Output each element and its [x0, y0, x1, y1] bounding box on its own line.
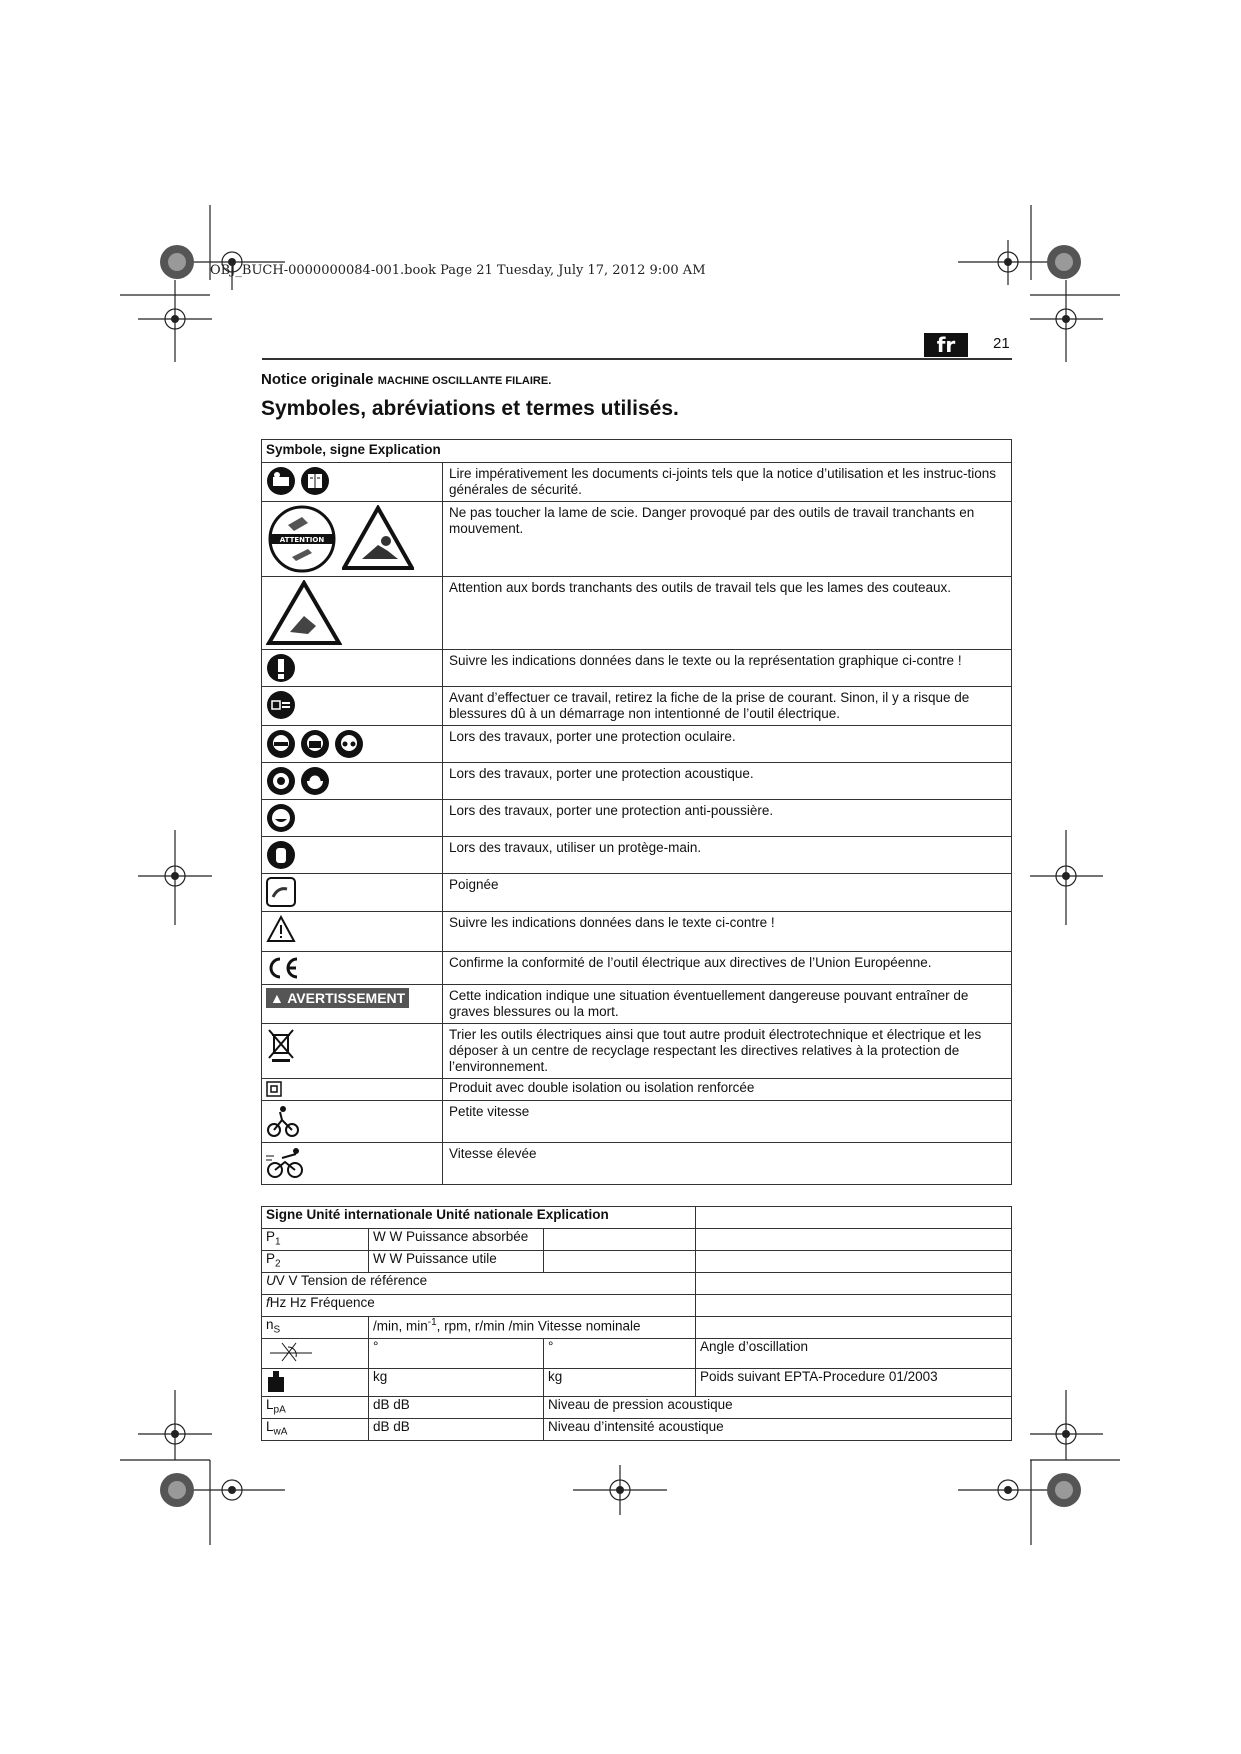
- table-row: $n_S$ /min, $\min^{-1}$, rpm, r/min /min Vitesse nominale: [262, 1317, 1012, 1339]
- table-row: UV V Tension de référence: [262, 1273, 1012, 1295]
- units-header: Signe Unité internationale Unité nationale Explication: [262, 1207, 696, 1229]
- dust-mask-icon: [266, 803, 296, 833]
- table-header-row: [262, 440, 1012, 463]
- notice-small: MACHINE OSCILLANTE FILAIRE.: [377, 375, 552, 387]
- symbol-explanation: Cette indication indique une situation éventuellement dangereuse pouvant entraîner de graves blessures ou la mort.: [443, 985, 1012, 1024]
- handle-icon: [266, 877, 296, 907]
- table-row: [262, 726, 1012, 763]
- units-table: [261, 1206, 1012, 1441]
- table-row: ° ° Angle d’oscillation: [262, 1339, 1012, 1369]
- symbol-explanation: Lors des travaux, porter une protection oculaire.: [443, 726, 1012, 763]
- table-row: $P_1$ W W Puissance absorbée: [262, 1229, 1012, 1251]
- notice-bold: Notice originale: [261, 371, 374, 388]
- symbol-explanation: Trier les outils électriques ainsi que tout autre produit électrotechnique et électrique et les déposer à un centre de recyclage respectant les directives relatives à la protection de l’environnement.: [443, 1024, 1012, 1079]
- avertissement-label-icon: ▲ AVERTISSEMENT: [266, 988, 409, 1008]
- safety-glasses-icon: [334, 729, 364, 759]
- table-row: [262, 912, 1012, 952]
- table-row: [262, 577, 1012, 650]
- table-row: fHz Hz Fréquence: [262, 1295, 1012, 1317]
- warning-cutting-icon: [342, 505, 414, 571]
- symbol-explanation: Confirme la conformité de l’outil électrique aux directives de l’Union Européenne.: [443, 952, 1012, 985]
- header-rule: [262, 358, 1012, 360]
- symbol-explanation: Attention aux bords tranchants des outils de travail tels que les lames des couteaux.: [443, 577, 1012, 650]
- double-insulation-icon: [266, 1081, 282, 1097]
- symbols-header: Symbole, signe Explication: [262, 440, 1012, 463]
- table-row: [262, 985, 1012, 1024]
- crossed-bin-icon: [266, 1027, 296, 1063]
- goggles-icon: [266, 729, 296, 759]
- table-row: kg kg Poids suivant EPTA-Procedure 01/2003: [262, 1369, 1012, 1397]
- table-row: [262, 687, 1012, 726]
- fast-bike-icon: [266, 1146, 306, 1180]
- notice-line: [261, 371, 551, 388]
- glove-icon: [266, 840, 296, 870]
- table-header-row: [262, 1207, 1012, 1229]
- symbol-explanation: Ne pas toucher la lame de scie. Danger provoqué par des outils de travail tranchants en mouvement.: [443, 502, 1012, 577]
- page-title: Symboles, abréviations et termes utilisés.: [261, 397, 679, 420]
- attention-blade-icon: [266, 505, 338, 573]
- face-shield-icon: [300, 729, 330, 759]
- table-row: [262, 502, 1012, 577]
- table-row: $P_2$ W W Puissance utile: [262, 1251, 1012, 1273]
- page-number: 21: [993, 335, 1010, 352]
- symbol-explanation: Lors des travaux, porter une protection acoustique.: [443, 763, 1012, 800]
- symbol-explanation: Lors des travaux, porter une protection anti-poussière.: [443, 800, 1012, 837]
- book-icon: [300, 466, 330, 496]
- table-row: [262, 1079, 1012, 1101]
- table-row: $L_{wA}$ dB dB Niveau d’intensité acoustique: [262, 1419, 1012, 1441]
- print-header: OBJ_BUCH-0000000084-001.book Page 21 Tuesday, July 17, 2012 9:00 AM: [210, 263, 706, 278]
- symbol-explanation: Produit avec double isolation ou isolation renforcée: [443, 1079, 1012, 1101]
- exclamation-icon: [266, 653, 296, 683]
- read-manual-icon: [266, 466, 296, 496]
- table-row: [262, 874, 1012, 912]
- table-row: [262, 800, 1012, 837]
- oscillation-angle-icon: [266, 1339, 316, 1363]
- table-row: $L_{pA}$ dB dB Niveau de pression acoustique: [262, 1397, 1012, 1419]
- table-row: [262, 763, 1012, 800]
- symbol-explanation: Vitesse élevée: [443, 1143, 1012, 1185]
- symbols-table: [261, 439, 1012, 1185]
- table-row: [262, 463, 1012, 502]
- table-row: [262, 650, 1012, 687]
- earmuff-icon: [300, 766, 330, 796]
- symbol-explanation: Petite vitesse: [443, 1101, 1012, 1143]
- language-tab: fr: [924, 333, 968, 357]
- weight-icon: [266, 1369, 286, 1393]
- table-row: [262, 1101, 1012, 1143]
- symbol-explanation: Suivre les indications données dans le texte ou la représentation graphique ci-contre !: [443, 650, 1012, 687]
- ear-protection-icon: [266, 766, 296, 796]
- warning-sharp-edge-icon: [266, 580, 342, 646]
- ce-mark-icon: [266, 955, 300, 981]
- table-row: [262, 1024, 1012, 1079]
- symbol-explanation: Avant d’effectuer ce travail, retirez la fiche de la prise de courant. Sinon, il y a risque de blessures dû à un démarrage non intentionné de l’outil électrique.: [443, 687, 1012, 726]
- symbol-explanation: Poignée: [443, 874, 1012, 912]
- warning-triangle-icon: [266, 915, 296, 943]
- table-row: [262, 952, 1012, 985]
- svg-text:ATTENTION: ATTENTION: [279, 536, 325, 544]
- table-row: [262, 837, 1012, 874]
- unplug-icon: [266, 690, 296, 720]
- symbol-explanation: Suivre les indications données dans le texte ci-contre !: [443, 912, 1012, 952]
- slow-bike-icon: [266, 1104, 300, 1138]
- symbol-explanation: Lors des travaux, utiliser un protège-main.: [443, 837, 1012, 874]
- symbol-explanation: Lire impérativement les documents ci-joints tels que la notice d’utilisation et les instruc-tions générales de sécurité.: [443, 463, 1012, 502]
- table-row: [262, 1143, 1012, 1185]
